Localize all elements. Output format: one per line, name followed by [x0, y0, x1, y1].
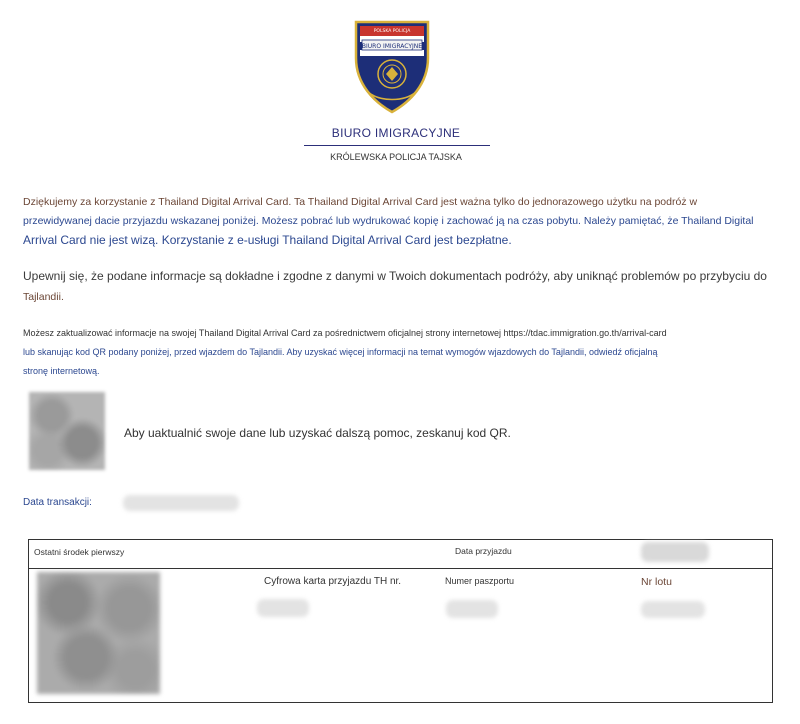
passport-number-redacted	[446, 600, 498, 618]
update-qr-code[interactable]	[29, 392, 105, 470]
transaction-date-label: Data transakcji:	[23, 497, 92, 508]
intro-line-2: przewidywanej dacie przyjazdu wskazanej poniżej. Możesz pobrać lub wydrukować kopię i zachować ją na czas pobytu. Należy pamiętać, że Thailand Digital	[23, 215, 754, 227]
intro-line-1: Dziękujemy za korzystanie z Thailand Digital Arrival Card. Ta Thailand Digital Arrival Card jest ważna tylko do jednorazowego użytku na podróż w	[23, 196, 698, 208]
intro-paragraph	[23, 193, 783, 251]
svg-text:POLSKA POLICJA: POLSKA POLICJA	[373, 29, 411, 34]
title-divider	[304, 145, 490, 146]
page-subtitle: KRÓLEWSKA POLICJA TAJSKA	[330, 152, 462, 162]
update-paragraph	[23, 324, 783, 381]
transaction-date-redacted	[123, 495, 239, 511]
card-number-label: Cyfrowa karta przyjazdu TH nr.	[264, 576, 402, 587]
flight-number-label: Nr lotu	[641, 576, 672, 588]
immigration-badge-logo	[352, 18, 432, 114]
passport-number-label: Numer paszportu	[445, 576, 515, 586]
svg-text:BIURO IMIGRACYJNE: BIURO IMIGRACYJNE	[361, 43, 423, 50]
flight-number-redacted	[641, 601, 705, 618]
accuracy-paragraph	[23, 266, 783, 307]
update-line-2: lub skanując kod QR podany poniżej, przed wjazdem do Tajlandii. Aby uzyskać więcej informacji na temat wymogów wjazdowych do Tajlandii, odwiedź oficjalną	[23, 347, 658, 357]
accuracy-line-2: Tajlandii.	[23, 291, 64, 303]
intro-line-3: Arrival Card nie jest wizą. Korzystanie z e-usługi Thailand Digital Arrival Card jest bezpłatne.	[23, 233, 512, 247]
accuracy-line-1: Upewnij się, że podane informacje są dokładne i zgodne z danymi w Twoich dokumentach podróży, aby uniknąć problemów po przybyciu do	[23, 269, 767, 283]
update-line-1: Możesz zaktualizować informacje na swojej Thailand Digital Arrival Card za pośrednictwem oficjalnej strony internetowej https://tdac.immigration.go.th/arrival-card	[23, 328, 667, 338]
qr-instruction: Aby uaktualnić swoje dane lub uzyskać dalszą pomoc, zeskanuj kod QR.	[124, 426, 511, 440]
arrival-date-redacted	[641, 542, 709, 562]
last-transport-label: Ostatni środek pierwszy	[34, 547, 125, 557]
table-divider	[28, 568, 773, 569]
arrival-card-qr-code[interactable]	[37, 572, 160, 694]
arrival-date-label: Data przyjazdu	[455, 546, 512, 556]
card-number-redacted	[257, 599, 309, 617]
update-line-3: stronę internetową.	[23, 366, 100, 376]
page-title: BIURO IMIGRACYJNE	[331, 126, 461, 140]
